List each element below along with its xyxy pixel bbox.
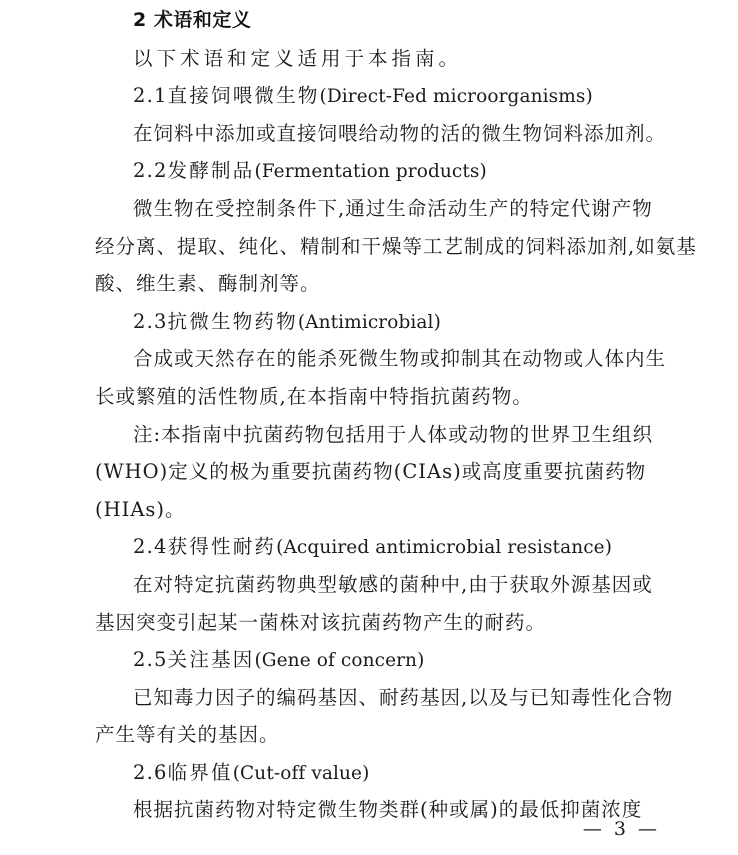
term-label-2-2 xyxy=(95,152,645,190)
term-number-2-1: 2.1 xyxy=(133,84,168,108)
term-note-line: (WHO)定义的极为重要抗菌药物(CIAs)或高度重要抗菌药物 xyxy=(95,460,647,484)
term-en-2-6: (Cut-off value) xyxy=(232,762,370,784)
term-en-2-4: (Acquired antimicrobial resistance) xyxy=(276,537,613,559)
term-number-2-5: 2.5 xyxy=(133,648,168,672)
term-definition-line: 酸、维生素、酶制剂等。 xyxy=(95,272,321,296)
page-number: — 3 — xyxy=(582,818,660,840)
term-number-2-4: 2.4 xyxy=(133,535,168,559)
term-definition-line: 已知毒力因子的编码基因、耐药基因,以及与已知毒性化合物 xyxy=(133,685,674,709)
term-definition-line: 产生等有关的基因。 xyxy=(95,723,280,747)
term-definition-line: 基因突变引起某一菌株对该抗菌药物产生的耐药。 xyxy=(95,610,547,634)
term-en-2-5: (Gene of concern) xyxy=(254,650,425,672)
term-label-2-5 xyxy=(95,641,645,679)
term-number-2-2: 2.2 xyxy=(133,159,168,183)
intro-paragraph: 以下术语和定义适用于本指南。 xyxy=(133,46,463,70)
term-name-2-3: 抗微生物药物 xyxy=(167,309,298,333)
term-definition-line: 长或繁殖的活性物质,在本指南中特指抗菌药物。 xyxy=(95,384,533,408)
term-note-line: 注:本指南中抗菌药物包括用于人体或动物的世界卫生组织 xyxy=(133,422,654,446)
term-en-2-2: (Fermentation products) xyxy=(254,161,487,183)
term-name-2-1: 直接饲喂微生物 xyxy=(167,84,320,108)
document-body xyxy=(95,2,697,829)
term-definition-line: 微生物在受控制条件下,通过生命活动生产的特定代谢产物 xyxy=(133,196,653,220)
term-en-2-1: (Direct-Fed microorganisms) xyxy=(319,86,593,108)
term-label-2-6 xyxy=(95,754,645,792)
term-name-2-4: 获得性耐药 xyxy=(167,535,277,559)
term-label-2-3 xyxy=(95,303,645,341)
term-name-2-6: 临界值 xyxy=(167,760,233,784)
term-note-line: (HIAs)。 xyxy=(95,497,186,521)
term-name-2-2: 发酵制品 xyxy=(167,159,255,183)
term-name-2-5: 关注基因 xyxy=(167,648,255,672)
term-definition-line: 在饲料中添加或直接饲喂给动物的活的微生物饲料添加剂。 xyxy=(133,121,667,145)
term-definition-line: 根据抗菌药物对特定微生物类群(种或属)的最低抑菌浓度 xyxy=(133,798,643,822)
term-definition-line: 在对特定抗菌药物典型敏感的菌种中,由于获取外源基因或 xyxy=(133,572,653,596)
section-heading: 2 术语和定义 xyxy=(133,9,252,31)
term-label-2-1 xyxy=(95,77,645,115)
term-definition-line: 经分离、提取、纯化、精制和干燥等工艺制成的饲料添加剂,如氨基 xyxy=(95,234,697,258)
term-definition-line: 合成或天然存在的能杀死微生物或抑制其在动物或人体内生 xyxy=(133,347,667,371)
term-en-2-3: (Antimicrobial) xyxy=(297,311,441,333)
term-label-2-4 xyxy=(95,528,645,566)
term-number-2-6: 2.6 xyxy=(133,760,168,784)
term-number-2-3: 2.3 xyxy=(133,309,168,333)
